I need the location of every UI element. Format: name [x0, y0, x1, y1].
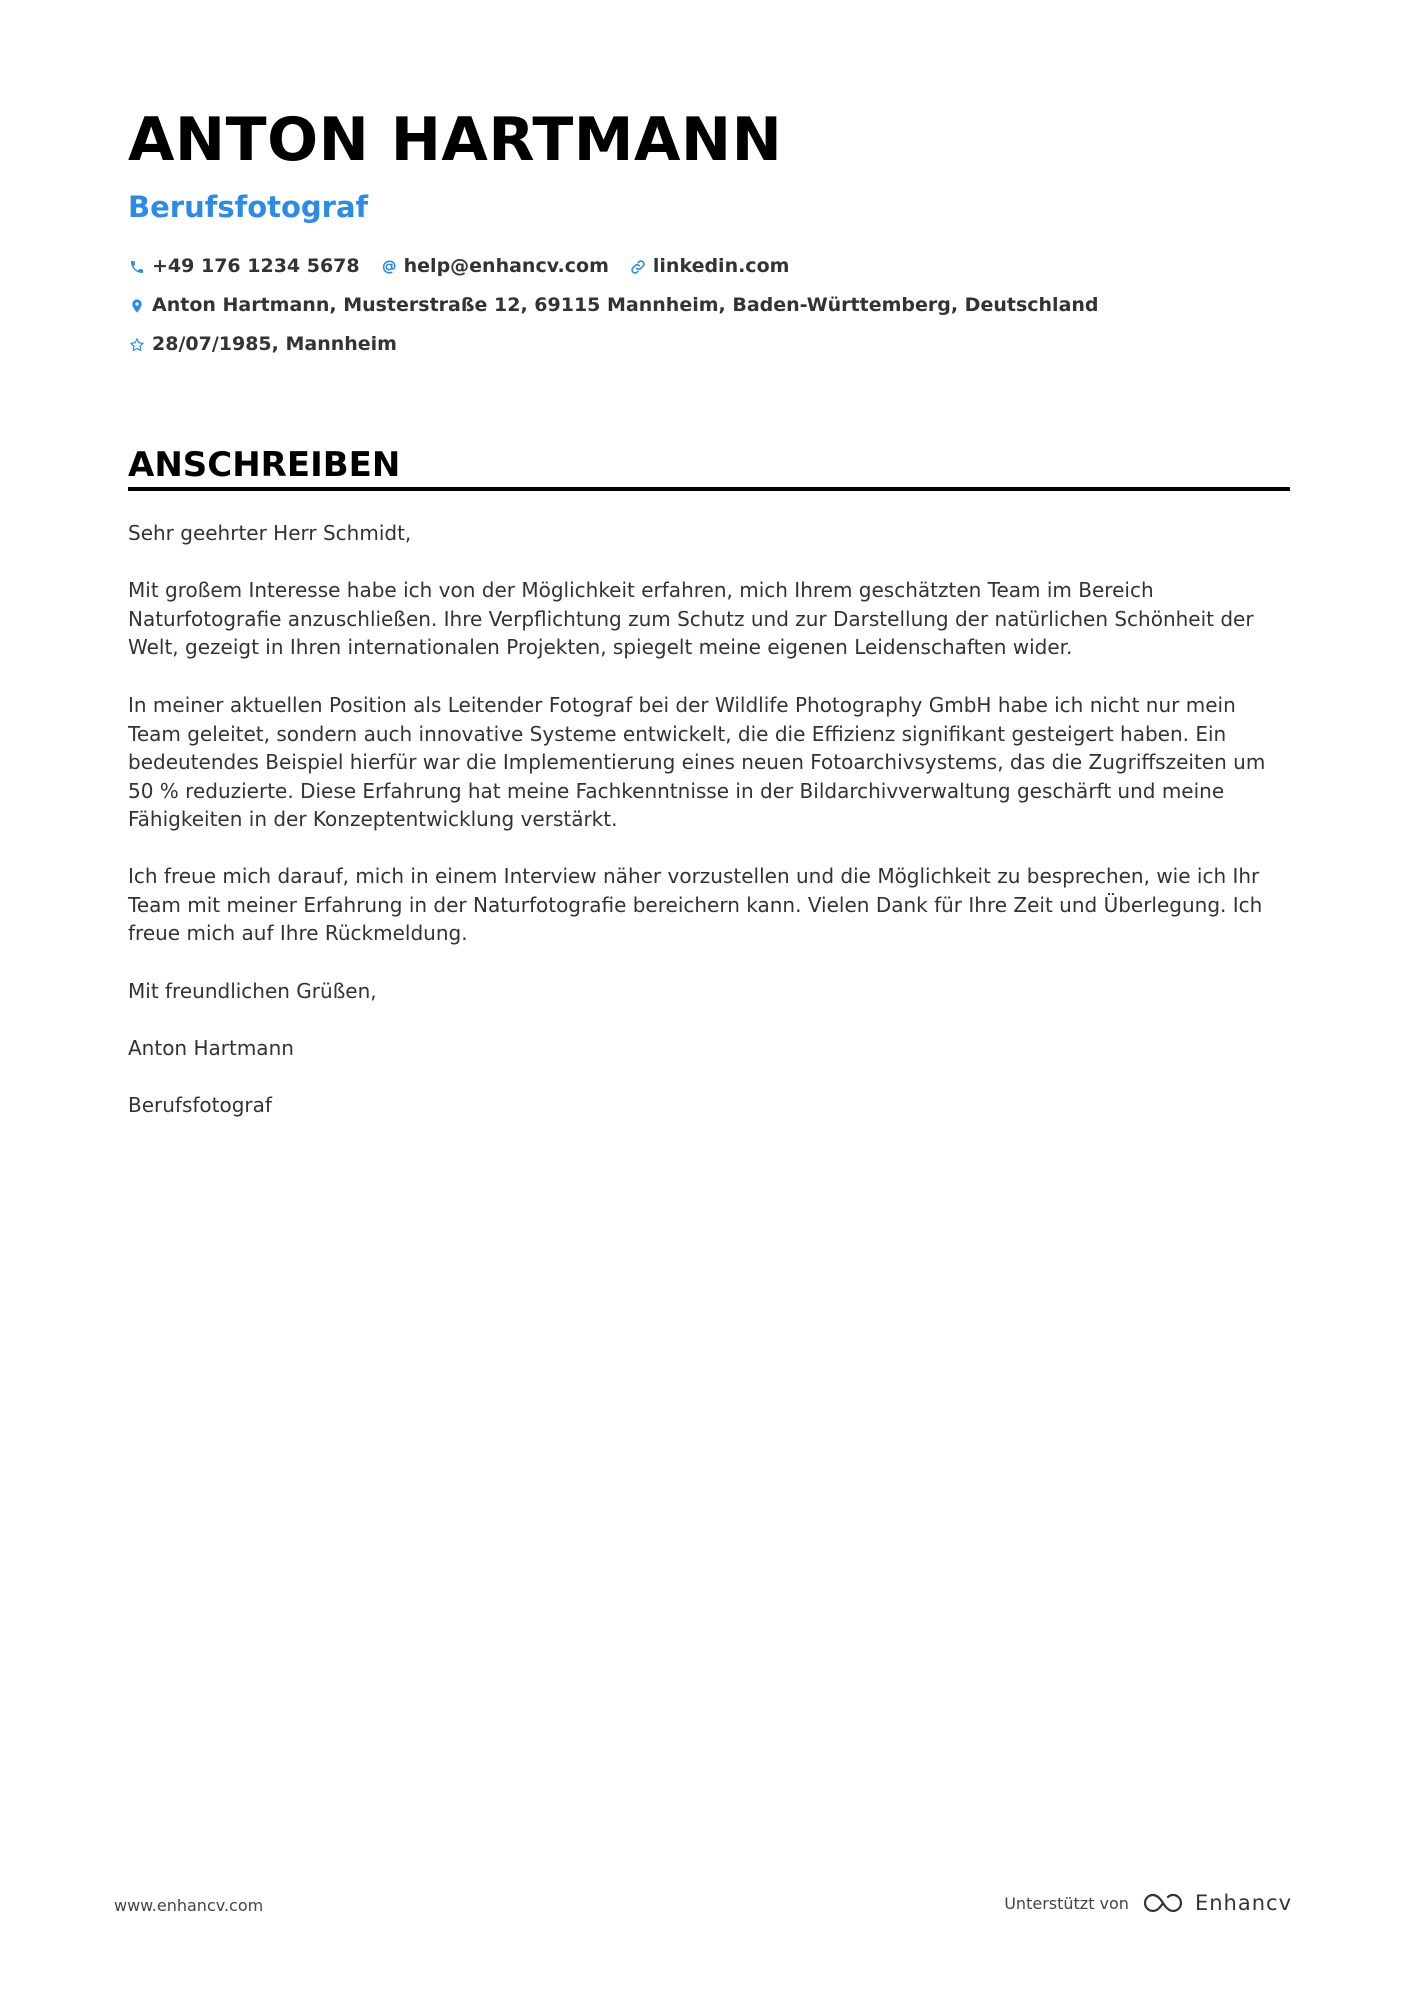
- address-text: Anton Hartmann, Musterstraße 12, 69115 Mannheim, Baden-Württemberg, Deutschland: [152, 294, 1099, 316]
- email-text[interactable]: help@enhancv.com: [403, 255, 609, 277]
- letter-paragraph: Mit großem Interesse habe ich von der Möglichkeit erfahren, mich Ihrem geschätzten Team im Bereich Naturfotografie anzuschließen. Ihre Verpflichtung zum Schutz und zur Darstellung der natürlichen Schönheit der Welt, gezeigt in Ihren internationalen Projekten, spiegelt meine eigenen Leidenschaften wider.: [128, 578, 1254, 659]
- footer-powered-by[interactable]: [1004, 1890, 1292, 1916]
- letter-closing: Mit freundlichen Grüßen,: [128, 979, 377, 1003]
- powered-by-label: Unterstützt von: [1004, 1893, 1129, 1913]
- link-icon: [629, 258, 647, 276]
- letter-signature-role: Berufsfotograf: [128, 1093, 272, 1117]
- contact-row-address: [128, 296, 1119, 315]
- contact-address: [128, 296, 1099, 315]
- contact-phone: [128, 257, 360, 276]
- contact-email[interactable]: [380, 257, 609, 276]
- job-title: Berufsfotograf: [128, 190, 369, 224]
- phone-icon: [128, 258, 146, 276]
- contact-row-primary: [128, 257, 809, 276]
- phone-text: +49 176 1234 5678: [152, 255, 360, 277]
- website-text[interactable]: linkedin.com: [652, 255, 790, 277]
- section-divider: [128, 487, 1290, 491]
- footer-url[interactable]: www.enhancv.com: [114, 1896, 264, 1915]
- letter-paragraph: In meiner aktuellen Position als Leitender Fotograf bei der Wildlife Photography GmbH habe ich nicht nur mein Team geleitet, sondern auch innovative Systeme entwickelt, die die Effizienz signifikant gesteigert haben. Ein bedeutendes Beispiel hierfür war die Implementierung eines neuen Fotoarchivsystems, das die Zugriffszeiten um 50 % reduzierte. Diese Erfahrung hat meine Fachkenntnisse in der Bildarchivverwaltung geschärft und meine Fähigkeiten in der Konzeptentwicklung verstärkt.: [128, 693, 1266, 831]
- letter-signature: Anton Hartmann: [128, 1036, 294, 1060]
- section-title: ANSCHREIBEN: [128, 445, 401, 485]
- at-icon: [380, 258, 398, 276]
- contact-website[interactable]: [629, 257, 790, 276]
- contact-birth: [128, 335, 397, 354]
- star-icon: [128, 336, 146, 354]
- letter-greeting: Sehr geehrter Herr Schmidt,: [128, 521, 412, 545]
- enhancv-logo-icon: [1141, 1890, 1185, 1916]
- contact-row-birth: [128, 335, 417, 354]
- applicant-name: ANTON HARTMANN: [128, 105, 783, 175]
- birth-text: 28/07/1985, Mannheim: [152, 333, 397, 355]
- brand-name: Enhancv: [1194, 1891, 1292, 1915]
- location-pin-icon: [128, 297, 146, 315]
- letter-paragraph: Ich freue mich darauf, mich in einem Interview näher vorzustellen und die Möglichkeit zu besprechen, wie ich Ihr Team mit meiner Erfahrung in der Naturfotografie bereichern kann. Vielen Dank für Ihre Zeit und Überlegung. Ich freue mich auf Ihre Rückmeldung.: [128, 864, 1263, 945]
